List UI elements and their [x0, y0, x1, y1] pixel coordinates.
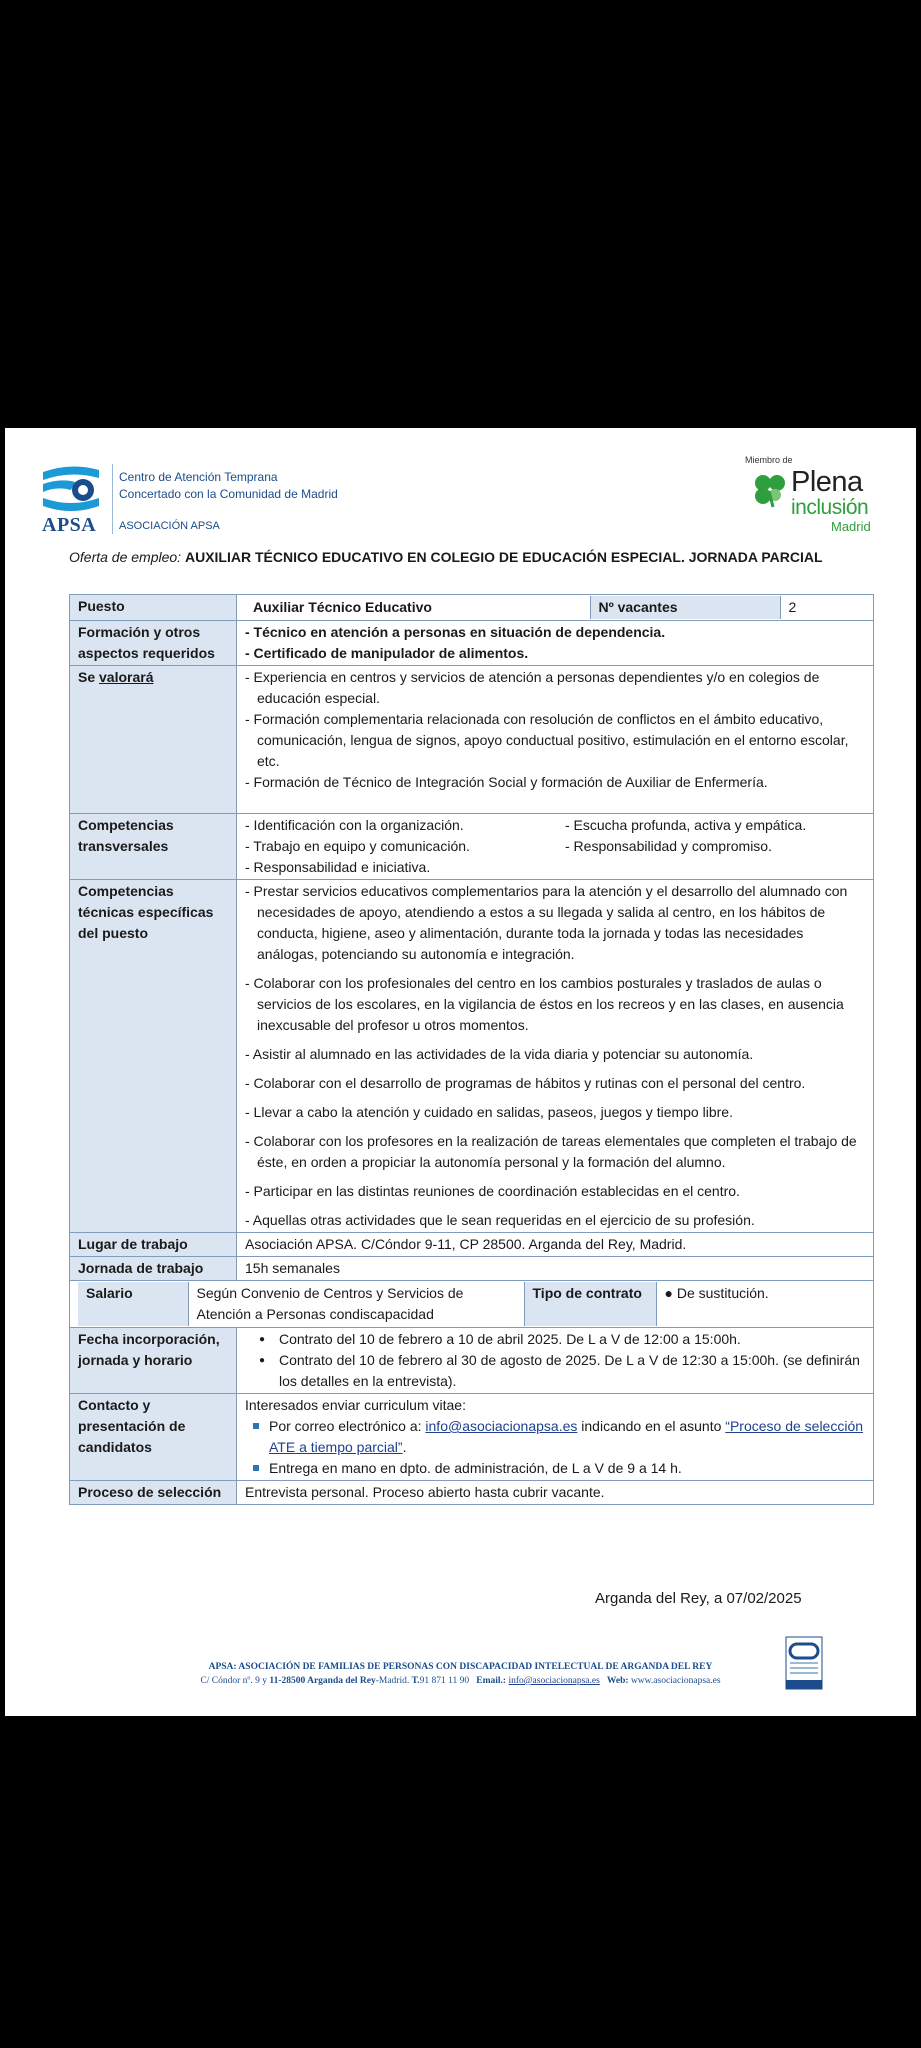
tecnicas-label: Competencias técnicas específicas del puesto [70, 880, 237, 1233]
row-valorara [70, 666, 874, 814]
header-line-3: ASOCIACIÓN APSA [119, 520, 220, 532]
miembro-label: Miembro de [745, 455, 793, 465]
tecnica-item: - Colaborar con los profesionales del centro en los cambios posturales y traslados de aulas o servicios de los escolares, en la vigilancia de éstos en los recreos y en las clases, en ausencia inexcusable del profesor u otros momentos. [245, 975, 844, 1033]
header-line-1: Centro de Atención Temprana [119, 470, 278, 484]
tecnica-item: - Prestar servicios educativos complementarios para la atención y el desarrollo del alumnado con necesidades de apoyo, atendiendo a estos a su llegada y salida al centro, en los hábitos de conducta, higiene, aseo y alimentación, durante toda la jornada y todas las necesidades análogas, potenciando su autonomía e integración. [245, 883, 848, 962]
proceso-value: Entrevista personal. Proceso abierto hasta cubrir vacante. [237, 1481, 874, 1505]
formacion-item: - Certificado de manipulador de alimentos. [245, 645, 529, 661]
tecnica-item: - Colaborar con los profesores en la realización de tareas elementales que completen el trabajo de éste, en orden a propiciar la autonomía personal y la formación del alumno. [245, 1133, 857, 1170]
tecnica-item: - Asistir al alumnado en las actividades de la vida diaria y potenciar su autonomía. [245, 1046, 754, 1062]
offer-title [69, 549, 823, 565]
tecnica-item: - Participar en las distintas reuniones de coordinación establecidas en el centro. [245, 1183, 740, 1199]
offer-position: AUXILIAR TÉCNICO EDUCATIVO EN COLEGIO DE EDUCACIÓN ESPECIAL. JORNADA PARCIAL [184, 549, 823, 565]
job-table [69, 594, 874, 1505]
clover-icon [751, 471, 789, 509]
puesto-value: Auxiliar Técnico Educativo [253, 599, 432, 615]
row-jornada [70, 1257, 874, 1281]
row-fecha [70, 1328, 874, 1394]
offer-prefix: Oferta de empleo: [69, 549, 182, 565]
transversal-item: - Trabajo en equipo y comunicación. [245, 838, 470, 854]
puesto-label: Puesto [70, 595, 237, 621]
fecha-item: ● Contrato del 10 de febrero a 10 de abril 2025. De L a V de 12:00 a 15:00h. [265, 1329, 865, 1350]
lugar-label: Lugar de trabajo [70, 1233, 237, 1257]
salario-value: Según Convenio de Centros y Servicios de Atención a Personas condiscapacidad [188, 1282, 524, 1326]
valorara-item: - Experiencia en centros y servicios de atención a personas dependientes y/o en colegios de educación especial. [245, 669, 820, 706]
inclusion-word: inclusión [791, 496, 869, 519]
contacto-label: Contacto y presentación de candidatos [70, 1394, 237, 1481]
valorara-label: Se valorará [70, 666, 237, 814]
row-proceso [70, 1481, 874, 1505]
salario-label: Salario [78, 1282, 188, 1326]
tipo-value: De sustitución. [676, 1285, 769, 1301]
bullet-icon: ● [664, 1285, 677, 1301]
row-puesto [70, 595, 874, 621]
row-tecnicas [70, 880, 874, 1233]
header-divider [112, 464, 113, 534]
transversal-item: - Escucha profunda, activa y empática. [565, 817, 807, 833]
vacantes-label: Nº vacantes [590, 596, 780, 619]
contacto-hand-item: Entrega en mano en dpto. de administración, de L a V de 9 a 14 h. [253, 1458, 865, 1479]
transversal-item: - Responsabilidad y compromiso. [565, 838, 772, 854]
row-formacion [70, 621, 874, 666]
lugar-value: Asociación APSA. C/Cóndor 9-11, CP 28500. Arganda del Rey, Madrid. [237, 1233, 874, 1257]
tecnica-item: - Llevar a cabo la atención y cuidado en salidas, paseos, juegos y tiempo libre. [245, 1104, 733, 1120]
row-salario [70, 1281, 874, 1328]
valorara-item: - Formación de Técnico de Integración Social y formación de Auxiliar de Enfermería. [245, 774, 768, 790]
madrid-word: Madrid [831, 519, 871, 534]
subject-link[interactable]: “Proceso de selección ATE a tiempo parcial” [269, 1418, 864, 1455]
document-page [5, 428, 916, 1716]
transversal-item: - Identificación con la organización. [245, 817, 464, 833]
vacantes-value: 2 [780, 596, 865, 619]
footer-org: APSA: ASOCIACIÓN DE FAMILIAS DE PERSONAS CON DISCAPACIDAD INTELECTUAL DE ARGANDA DEL REY [208, 1662, 713, 1672]
header-line-2: Concertado con la Comunidad de Madrid [119, 487, 338, 501]
fecha-label: Fecha incorporación, jornada y horario [70, 1328, 237, 1394]
jornada-value: 15h semanales [237, 1257, 874, 1281]
row-contacto [70, 1394, 874, 1481]
row-lugar [70, 1233, 874, 1257]
tecnica-item: - Aquellas otras actividades que le sean requeridas en el ejercicio de su profesión. [245, 1212, 755, 1228]
transversal-item: - Responsabilidad e iniciativa. [245, 859, 431, 875]
footer-web: www.asociacionapsa.es [630, 1676, 721, 1686]
footer-contact: C/ Cóndor nº. 9 y 11-28500 Arganda del Rey-Madrid. T.91 871 11 90 Email.: info@asociacionapsa.es Web: www.asociacionapsa.es [200, 1676, 721, 1686]
document-date: Arganda del Rey, a 07/02/2025 [595, 1590, 802, 1607]
footer-email-link[interactable]: info@asociacionapsa.es [508, 1676, 600, 1686]
certification-seal-icon [785, 1636, 823, 1690]
email-link[interactable]: info@asociacionapsa.es [425, 1418, 578, 1434]
jornada-label: Jornada de trabajo [70, 1257, 237, 1281]
apsa-logo-icon [41, 464, 103, 516]
row-transversales [70, 814, 874, 880]
contacto-email-item: Por correo electrónico a: info@asociacionapsa.es indicando en el asunto “Proceso de selección ATE a tiempo parcial”. [253, 1416, 865, 1458]
proceso-label: Proceso de selección [70, 1481, 237, 1505]
fecha-item: ● Contrato del 10 de febrero al 30 de agosto de 2025. De L a V de 12:30 a 15:00h. (se definirán los detalles en la entrevista). [265, 1350, 865, 1392]
transversales-label: Competencias transversales [70, 814, 237, 880]
apsa-brand: APSA [42, 514, 97, 536]
plena-word: Plena [791, 466, 863, 498]
formacion-label: Formación y otros aspectos requeridos [70, 621, 237, 666]
tecnica-item: - Colaborar con el desarrollo de programas de hábitos y rutinas con el personal del centro. [245, 1075, 806, 1091]
valorara-item: - Formación complementaria relacionada con resolución de conflictos en el ámbito educativo, comunicación, lengua de signos, apoyo conductual positivo, estimulación en el entorno escolar, etc. [245, 711, 849, 769]
formacion-item: - Técnico en atención a personas en situación de dependencia. [245, 624, 666, 640]
tipo-label: Tipo de contrato [524, 1282, 656, 1326]
contacto-intro: Interesados enviar curriculum vitae: [245, 1397, 466, 1413]
